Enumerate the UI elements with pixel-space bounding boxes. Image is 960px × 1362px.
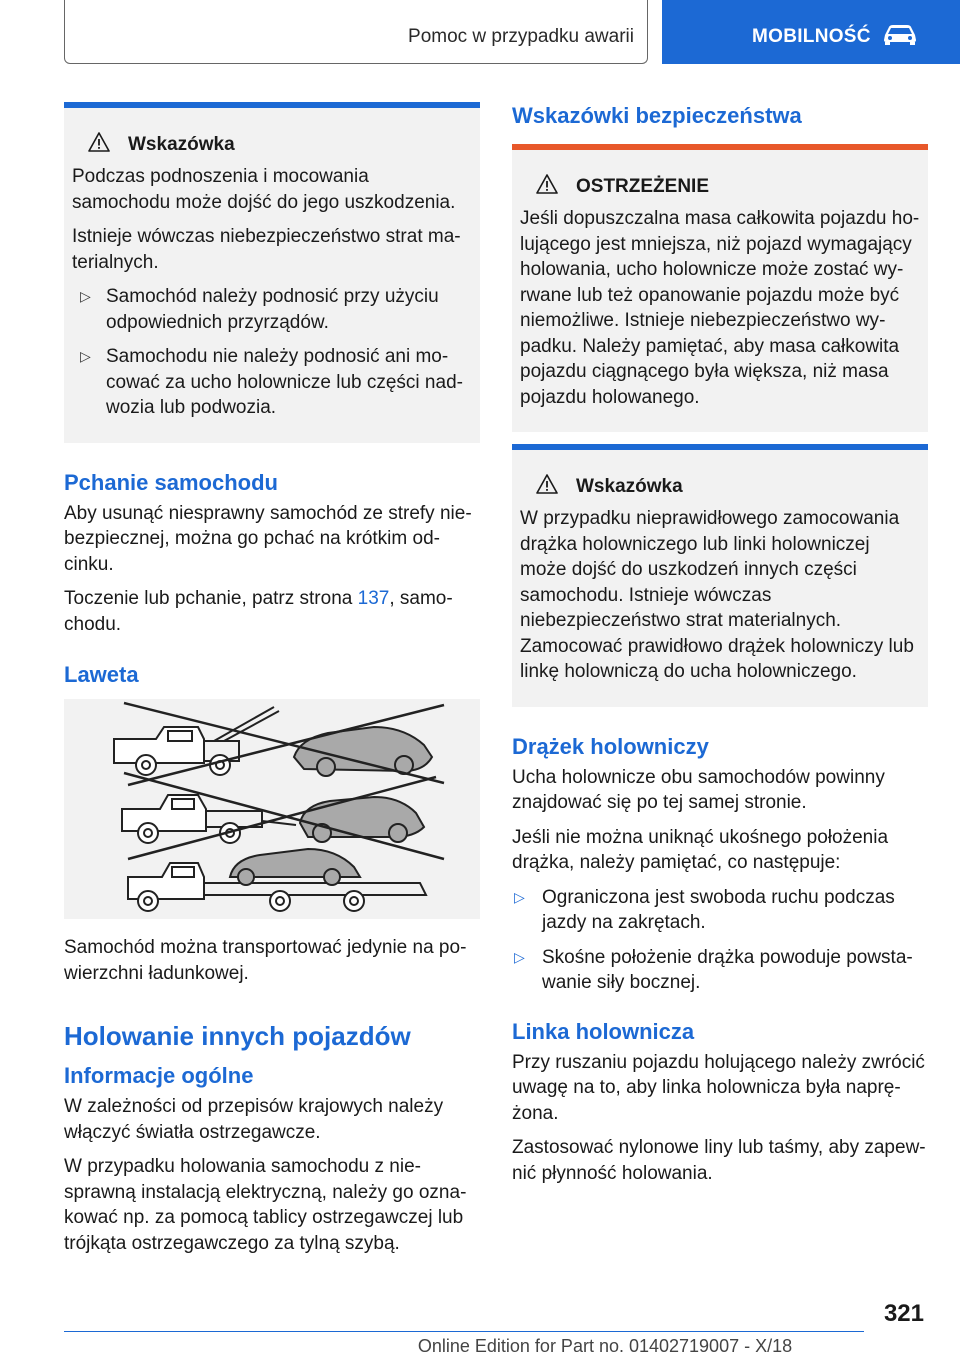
paragraph: Jeśli nie można uniknąć ukośnego położenia drążka, należy pamiętać, co następuje: xyxy=(512,826,889,873)
note-text: W przypadku nieprawidłowego zamocowania drążka holowniczego lub linki holowniczej może dojść do uszkodzeń innych części samochodu. Istnieje wówczas niebezpieczeństwo strat materialnych. Zamocować prawidłowo drążek holowniczy lub linkę holowniczą do ucha holowniczego. xyxy=(520,508,914,682)
warning-box xyxy=(512,144,928,432)
heading-flatbed: Laweta xyxy=(64,662,139,687)
paragraph: Toczenie lub pchanie, patrz strona 137, samochodu. xyxy=(64,588,453,635)
tab-mobilnosc[interactable] xyxy=(662,0,960,64)
footer-divider xyxy=(64,1331,864,1332)
figure-caption: Samochód można transportować jedynie na powierzchni ładunkowej. xyxy=(64,937,467,984)
paragraph: W przypadku holowania samochodu z niesprawną instalacją elektryczną, należy go oznakować np. za pomocą tablicy ostrzegawczej lub trójkąta ostrzegawczego za tylną szybą. xyxy=(64,1156,467,1254)
left-column xyxy=(64,102,480,1256)
warning-text: Jeśli dopuszczalna masa całkowita pojazdu holującego jest mniejsza, niż pojazd wymagający holowania, ucho holownicze może zostać wyrwane lub też opanowanie pojazdu może być niemożliwe. Istnieje niebezpieczeństwo wypadku. Należy pamiętać, aby masa całkowita pojazdu ciągnącego była większa, niż masa pojazdu holowanego. xyxy=(520,208,920,408)
heading-safety: Wskazówki bezpieczeństwa xyxy=(512,103,802,128)
section-tow-rope xyxy=(512,1018,928,1187)
note-box xyxy=(64,102,480,443)
tow-truck-row-1 xyxy=(114,703,444,785)
list-item: ▷ Samochodu nie należy podnosić ani mocować za ucho holownicze lub części nadwozia lub podwozia. xyxy=(80,346,463,418)
tab-label: MOBILNOŚĆ xyxy=(752,26,871,47)
note-title: Wskazówka xyxy=(128,134,235,155)
page-link-137[interactable]: 137 xyxy=(357,588,390,609)
heading-towing-other: Holowanie innych pojazdów xyxy=(64,1021,411,1051)
paragraph: Przy ruszaniu pojazdu holującego należy zwrócić uwagę na to, aby linka holownicza była naprężona. xyxy=(512,1051,925,1124)
page-number: 321 xyxy=(883,1300,924,1327)
note-box xyxy=(512,444,928,707)
car-icon xyxy=(882,23,918,50)
tow-truck-row-2 xyxy=(122,773,444,859)
heading-pushing: Pchanie samochodu xyxy=(64,469,278,495)
tow-bar-bullets xyxy=(512,885,928,996)
right-column xyxy=(512,102,928,1186)
tow-truck-illustration xyxy=(64,699,480,919)
section-title: Pomoc w przypadku awarii xyxy=(408,26,634,47)
paragraph: Zastosować nylonowe liny lub taśmy, aby zapewnić płynność holowania. xyxy=(512,1137,926,1184)
section-flatbed xyxy=(64,661,480,986)
triangle-bullet-icon: ▷ xyxy=(514,948,525,965)
triangle-bullet-icon: ▷ xyxy=(80,288,91,304)
list-item: ▷ Ograniczona jest swoboda ruchu podczas jazdy na zakrętach. xyxy=(514,886,895,933)
list-item: ▷ Samochód należy podnosić przy użyciu odpowiednich przyrządów. xyxy=(80,286,439,333)
warning-icon xyxy=(536,174,558,200)
warning-icon xyxy=(88,132,110,158)
heading-tow-rope: Linka holownicza xyxy=(512,1018,695,1044)
heading-tow-bar: Drążek holowniczy xyxy=(512,733,709,759)
paragraph: Ucha holownicze obu samochodów powinny znajdować się po tej samej stronie. xyxy=(512,766,885,813)
note-paragraph: Istnieje wówczas niebezpieczeństwo strat materialnych. xyxy=(72,226,461,273)
paragraph: Aby usunąć niesprawny samochód ze strefy niebezpiecznej, można go pchać na krótkim odcinku. xyxy=(64,502,472,575)
flatbed-truck-row-3 xyxy=(128,849,426,911)
triangle-bullet-icon: ▷ xyxy=(514,888,525,905)
warning-icon xyxy=(536,474,558,500)
list-item: ▷ Skośne położenie drążka powoduje powstawanie siły bocznej. xyxy=(514,946,913,993)
triangle-bullet-icon: ▷ xyxy=(80,348,91,364)
warning-title: OSTRZEŻENIE xyxy=(576,176,710,197)
note-bullets xyxy=(72,284,472,421)
footer-edition: Online Edition for Part no. 01402719007 - X/18 xyxy=(417,1336,793,1356)
paragraph: W zależności od przepisów krajowych należy włączyć światła ostrzegawcze. xyxy=(64,1096,444,1143)
heading-general-info: Informacje ogólne xyxy=(64,1063,254,1088)
section-towing-other xyxy=(64,1020,480,1256)
section-tow-bar xyxy=(512,733,928,996)
section-pushing xyxy=(64,469,480,638)
note-title: Wskazówka xyxy=(576,476,683,497)
note-paragraph: Podczas podnoszenia i mocowania samochodu może dojść do jego uszkodzenia. xyxy=(72,166,456,213)
